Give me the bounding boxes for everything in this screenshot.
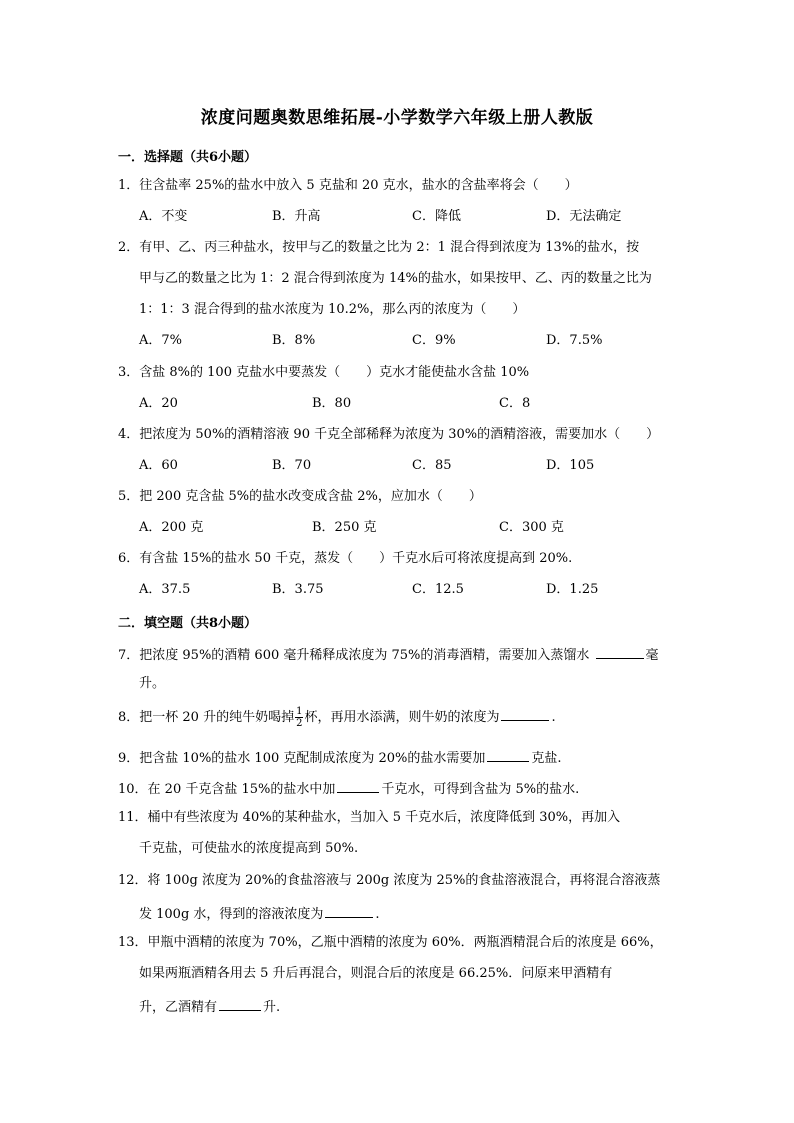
section-heading-fill: 二．填空题（共8小题） — [118, 616, 258, 631]
q5-option-a: A．200 克 — [139, 520, 204, 535]
question-6: 6．有含盐 15%的盐水 50 千克，蒸发（ ）千克水后可将浓度提高到 20%. — [118, 551, 573, 566]
question-13-line3 — [139, 996, 280, 1017]
q10-text-before: 10．在 20 千克含盐 15%的盐水中加 — [118, 782, 336, 797]
q9-text-after: 克盐. — [531, 751, 562, 766]
question-10 — [118, 778, 579, 799]
fraction-one-half — [295, 706, 303, 729]
q6-option-c: C．12.5 — [412, 582, 464, 597]
question-7-line1 — [118, 644, 659, 665]
q1-option-a: A．不变 — [139, 209, 188, 224]
q4-option-c: C．85 — [412, 458, 452, 473]
q10-text-after: 千克水，可得到含盐为 5%的盐水. — [381, 782, 580, 797]
q5-option-c: C．300 克 — [499, 520, 564, 535]
q2-option-d: D．7.5% — [546, 333, 603, 348]
q4-option-b: B．70 — [272, 458, 312, 473]
q13-text-before: 升，乙酒精有 — [139, 1000, 218, 1015]
question-7-line2: 升。 — [139, 676, 166, 691]
question-9 — [118, 747, 562, 768]
question-11-line2: 千克盐，可使盐水的浓度提高到 50%. — [139, 841, 359, 856]
q7-answer-blank[interactable] — [596, 644, 644, 659]
q12-text-before: 发 100g 水，得到的溶液浓度为 — [139, 907, 324, 922]
question-2-line3: 1：1：3 混合得到的盐水浓度为 10.2%，那么丙的浓度为（ ） — [139, 302, 526, 317]
q3-option-a: A．20 — [139, 396, 178, 411]
question-3: 3．含盐 8%的 100 克盐水中要蒸发（ ）克水才能使盐水含盐 10% — [118, 365, 530, 380]
q2-option-c: C．9% — [412, 333, 456, 348]
q7-text: 7．把浓度 95%的酒精 600 毫升稀释成浓度为 75%的消毒酒精，需要加入蒸馏水 — [118, 648, 590, 663]
q1-option-b: B．升高 — [272, 209, 321, 224]
q12-period: . — [375, 907, 380, 922]
q5-option-b: B．250 克 — [312, 520, 377, 535]
q10-answer-blank[interactable] — [337, 778, 379, 793]
q8-period: . — [551, 710, 556, 725]
question-2-line2: 甲与乙的数量之比为 1：2 混合得到浓度为 14%的盐水，如果按甲、乙、丙的数量之比为 — [139, 271, 652, 286]
q1-option-d: D．无法确定 — [546, 209, 622, 224]
question-8 — [118, 706, 556, 729]
q13-answer-blank[interactable] — [219, 996, 261, 1011]
q3-option-b: B．80 — [312, 396, 352, 411]
q6-option-a: A．37.5 — [139, 582, 191, 597]
q9-text-before: 9．把含盐 10%的盐水 100 克配制成浓度为 20%的盐水需要加 — [118, 751, 486, 766]
question-2-line1: 2．有甲、乙、丙三种盐水，按甲与乙的数量之比为 2：1 混合得到浓度为 13%的盐水，按 — [118, 240, 640, 255]
question-12-line2 — [139, 903, 380, 924]
q13-text-after: 升. — [263, 1000, 281, 1015]
question-1: 1．往含盐率 25%的盐水中放入 5 克盐和 20 克水，盐水的含盐率将会（ ） — [118, 178, 578, 193]
q2-option-a: A．7% — [139, 333, 183, 348]
q6-option-d: D．1.25 — [546, 582, 599, 597]
question-13-line2: 如果两瓶酒精各用去 5 升后再混合，则混合后的浓度是 66.25%．问原来甲酒精有 — [139, 966, 613, 981]
q6-option-b: B．3.75 — [272, 582, 324, 597]
q8-text-before: 8．把一杯 20 升的纯牛奶喝掉 — [118, 710, 295, 725]
question-12-line1: 12．将 100g 浓度为 20%的食盐溶液与 200g 浓度为 25%的食盐溶液混合，再将混合溶液蒸 — [118, 873, 661, 888]
q9-answer-blank[interactable] — [487, 747, 529, 762]
q4-option-d: D．105 — [546, 458, 595, 473]
q2-option-b: B．8% — [272, 333, 316, 348]
q3-option-c: C．8 — [499, 396, 531, 411]
question-4: 4．把浓度为 50%的酒精溶液 90 千克全部稀释为浓度为 30%的酒精溶液，需要加水（ ） — [118, 427, 660, 442]
q12-answer-blank[interactable] — [325, 903, 373, 918]
q8-answer-blank[interactable] — [501, 706, 549, 721]
fraction-denominator: 2 — [296, 718, 303, 729]
q8-text-after: 杯，再用水添满，则牛奶的浓度为 — [304, 710, 500, 725]
question-13-line1: 13．甲瓶中酒精的浓度为 70%，乙瓶中酒精的浓度为 60%．两瓶酒精混合后的浓度是 66%， — [118, 935, 663, 950]
question-11-line1: 11．桶中有些浓度为 40%的某种盐水，当加入 5 千克水后，浓度降低到 30%，再加入 — [118, 810, 621, 825]
q7-unit: 毫 — [645, 648, 659, 663]
q1-option-c: C．降低 — [412, 209, 461, 224]
question-5: 5．把 200 克含盐 5%的盐水改变成含盐 2%，应加水（ ） — [118, 489, 482, 504]
q4-option-a: A．60 — [139, 458, 178, 473]
page-title: 浓度问题奥数思维拓展-小学数学六年级上册人教版 — [200, 108, 594, 128]
section-heading-choice: 一．选择题（共6小题） — [118, 150, 258, 165]
fraction-numerator: 1 — [296, 706, 303, 717]
